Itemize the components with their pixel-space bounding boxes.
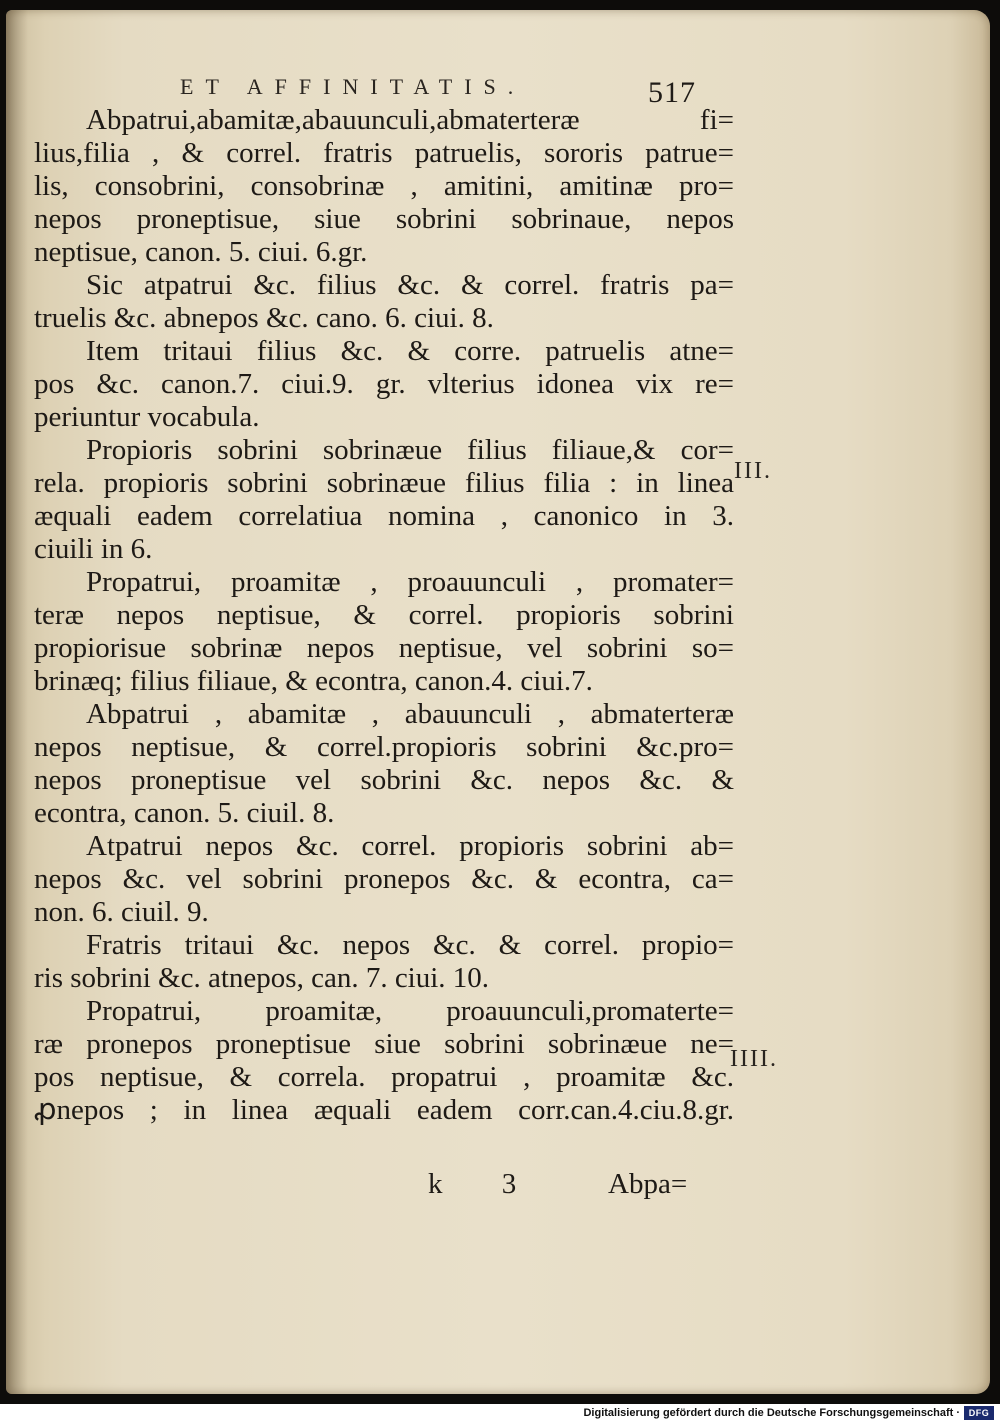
- footer-credit: Digitalisierung gefördert durch die Deutsche Forschungsgemeinschaft ·: [583, 1407, 960, 1419]
- text-line: nepos proneptisue, siue sobrini sobrinaue, nepos: [34, 203, 734, 235]
- text-line: Fratris tritaui &c. nepos &c. & correl. propio=: [86, 929, 734, 961]
- text-line: nepos neptisue, & correl.propioris sobrini &c.pro=: [34, 731, 734, 763]
- dfg-logo-icon: DFG: [964, 1406, 994, 1420]
- text-line: non. 6. ciuil. 9.: [34, 896, 209, 928]
- paragraph-1: [34, 104, 734, 269]
- text-line: nepos proneptisue vel sobrini &c. nepos &c. &: [34, 764, 734, 796]
- running-title: ET AFFINITATIS.: [180, 74, 526, 99]
- catchline: [0, 1168, 1000, 1204]
- paragraph-3: [34, 335, 734, 434]
- text-line: ris sobrini &c. atnepos, can. 7. ciui. 10.: [34, 962, 490, 994]
- text-line: Item tritaui filius &c. & corre. patruelis atne=: [86, 335, 734, 367]
- text-line: ꝓnepos ; in linea æquali eadem corr.can.4.ciu.8.gr.: [34, 1094, 734, 1126]
- running-head: [0, 74, 1000, 109]
- text-line: econtra, canon. 5. ciuil. 8.: [34, 797, 335, 829]
- text-line: Atpatrui nepos &c. correl. propioris sobrini ab=: [86, 830, 734, 862]
- text-line: pos &c. canon.7. ciui.9. gr. vlterius idonea vix re=: [34, 368, 734, 400]
- text-line: propiorisue sobrinæ nepos neptisue, vel sobrini so=: [34, 632, 734, 664]
- text-line: teræ nepos neptisue, & correl. propioris sobrini: [34, 599, 734, 631]
- text-line: ræ pronepos proneptisue siue sobrini sobrinæue ne=: [34, 1028, 734, 1060]
- paragraph-6: [34, 698, 734, 830]
- text-line: Sic atpatrui &c. filius &c. & correl. fratris pa=: [86, 269, 734, 301]
- text-line: truelis &c. abnepos &c. cano. 6. ciui. 8.: [34, 302, 494, 334]
- signature-mark: k 3: [428, 1168, 543, 1200]
- text-line: Abpatrui,abamitæ,abauunculi,abmaterteræ fi=: [86, 104, 734, 136]
- footer-bar: [0, 1404, 1000, 1424]
- catchword: Abpa=: [608, 1168, 688, 1200]
- paragraph-5: [34, 566, 734, 698]
- paragraph-9: [34, 995, 734, 1127]
- text-line: Propatrui, proamitæ, proauunculi,promaterte=: [86, 995, 734, 1027]
- text-line: brinæq; filius filiaue, & econtra, canon.4. ciui.7.: [34, 665, 593, 697]
- main-text: [34, 104, 734, 1127]
- text-line: lis, consobrini, consobrinæ , amitini, amitinæ pro=: [34, 170, 734, 202]
- paragraph-7: [34, 830, 734, 929]
- paragraph-2: [34, 269, 734, 335]
- paragraph-4: [34, 434, 734, 566]
- text-line: Propatrui, proamitæ , proauunculi , promater=: [86, 566, 734, 598]
- text-line: neptisue, canon. 5. ciui. 6.gr.: [34, 236, 368, 268]
- text-line: Propioris sobrini sobrinæue filius filiaue,& cor=: [86, 434, 734, 466]
- text-line: Abpatrui , abamitæ , abauunculi , abmaterteræ: [86, 698, 734, 730]
- margin-note-3: III.: [734, 458, 772, 484]
- margin-note-4: IIII.: [730, 1046, 778, 1072]
- text-line: lius,filia , & correl. fratris patruelis, sororis patrue=: [34, 137, 734, 169]
- paragraph-8: [34, 929, 734, 995]
- text-line: pos neptisue, & correla. propatrui , proamitæ &c.: [34, 1061, 734, 1093]
- text-line: æquali eadem correlatiua nomina , canonico in 3.: [34, 500, 734, 532]
- text-line: nepos &c. vel sobrini pronepos &c. & econtra, ca=: [34, 863, 734, 895]
- text-line: periuntur vocabula.: [34, 401, 260, 433]
- page-number: 517: [648, 76, 696, 109]
- text-line: rela. propioris sobrini sobrinæue filius filia : in linea: [34, 467, 734, 499]
- text-line: ciuili in 6.: [34, 533, 153, 565]
